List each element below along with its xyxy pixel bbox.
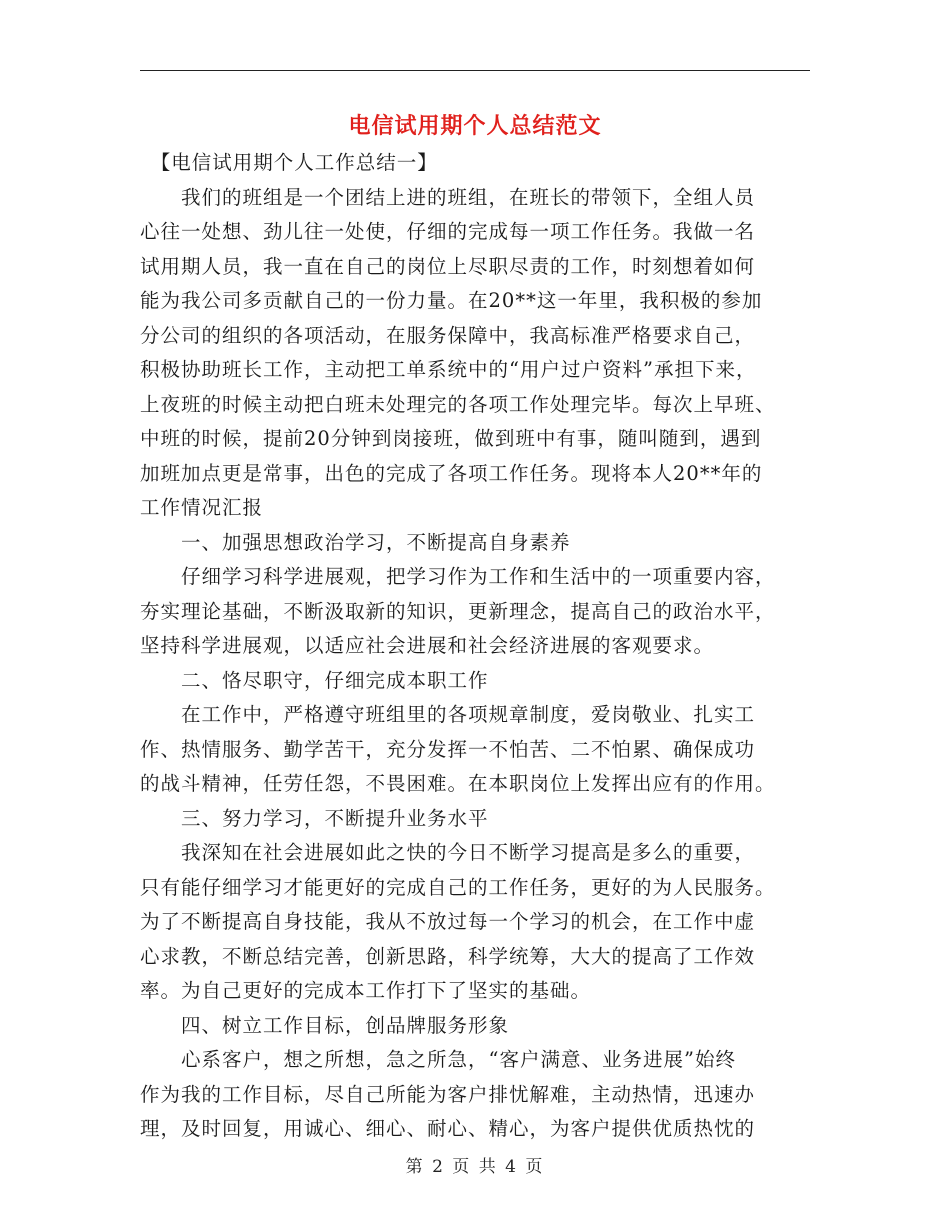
page-footer: 第 2 页 共 4 页 bbox=[405, 1157, 545, 1177]
text-line: 分公司的组织的各项活动，在服务保障中，我高标准严格要求自己， bbox=[140, 323, 756, 347]
text-line: 三、努力学习，不断提升业务水平 bbox=[140, 806, 489, 830]
text-line: 心系客户，想之所想，急之所急，“客户满意、业务进展”始终 bbox=[140, 1048, 736, 1071]
text-line: 一、加强思想政治学习，不断提高自身素养 bbox=[140, 530, 571, 554]
text-line: 在工作中，严格遵守班组里的各项规章制度，爱岗敬业、扎实工 bbox=[140, 703, 756, 726]
text-line: 我深知在社会进展如此之快的今日不断学习提高是多么的重要， bbox=[140, 841, 756, 864]
text-line: 夯实理论基础，不断汲取新的知识，更新理念，提高自己的政治水平， bbox=[140, 599, 776, 623]
header-rule bbox=[140, 70, 810, 71]
text-line: 坚持科学进展观，以适应社会进展和社会经济进展的客观要求。 bbox=[140, 634, 715, 657]
text-line: 试用期人员，我一直在自己的岗位上尽职尽责的工作，时刻想着如何 bbox=[140, 254, 756, 278]
text-line: 心求教，不断总结完善，创新思路，科学统筹，大大的提高了工作效 bbox=[140, 944, 756, 968]
text-line: 中班的时候，提前20分钟到岗接班，做到班中有事，随叫随到，遇到 bbox=[140, 427, 762, 450]
text-line: 上夜班的时候主动把白班未处理完的各项工作处理完毕。每次上早班、 bbox=[140, 392, 776, 416]
text-line: 仔细学习科学进展观，把学习作为工作和生活中的一项重要内容， bbox=[140, 565, 776, 588]
text-line: 二、恪尽职守，仔细完成本职工作 bbox=[140, 668, 489, 692]
text-line: 工作情况汇报 bbox=[140, 496, 264, 519]
text-line: 我们的班组是一个团结上进的班组，在班长的带领下，全组人员 bbox=[140, 185, 756, 209]
text-line: 的战斗精神，任劳任怨，不畏困难。在本职岗位上发挥出应有的作用。 bbox=[140, 772, 776, 795]
text-line: 理，及时回复，用诚心、细心、耐心、精心，为客户提供优质热忱的 bbox=[140, 1117, 756, 1140]
text-line: 积极协助班长工作，主动把工单系统中的“用户过户资料”承担下来， bbox=[140, 358, 757, 381]
text-line: 为了不断提高自身技能，我从不放过每一个学习的机会，在工作中虚 bbox=[140, 910, 756, 933]
text-line: 四、树立工作目标，创品牌服务形象 bbox=[140, 1013, 510, 1037]
text-line: 加班加点更是常事，出色的完成了各项工作任务。现将本人20**年的 bbox=[140, 461, 763, 485]
document-title: 电信试用期个人总结范文 bbox=[348, 113, 602, 139]
text-line: 只有能仔细学习才能更好的完成自己的工作任务，更好的为人民服务。 bbox=[140, 875, 776, 899]
text-line: 作为我的工作目标，尽自己所能为客户排忧解难，主动热情，迅速办 bbox=[140, 1082, 756, 1106]
text-line: 【电信试用期个人工作总结一】 bbox=[140, 151, 438, 174]
text-line: 心往一处想、劲儿往一处使，仔细的完成每一项工作任务。我做一名 bbox=[140, 220, 756, 243]
text-line: 作、热情服务、勤学苦干，充分发挥一不怕苦、二不怕累、确保成功 bbox=[140, 737, 756, 761]
text-line: 能为我公司多贡献自己的一份力量。在20**这一年里，我积极的参加 bbox=[140, 289, 763, 312]
document-body bbox=[140, 146, 815, 1147]
text-line: 率。为自己更好的完成本工作打下了坚实的基础。 bbox=[140, 979, 592, 1002]
